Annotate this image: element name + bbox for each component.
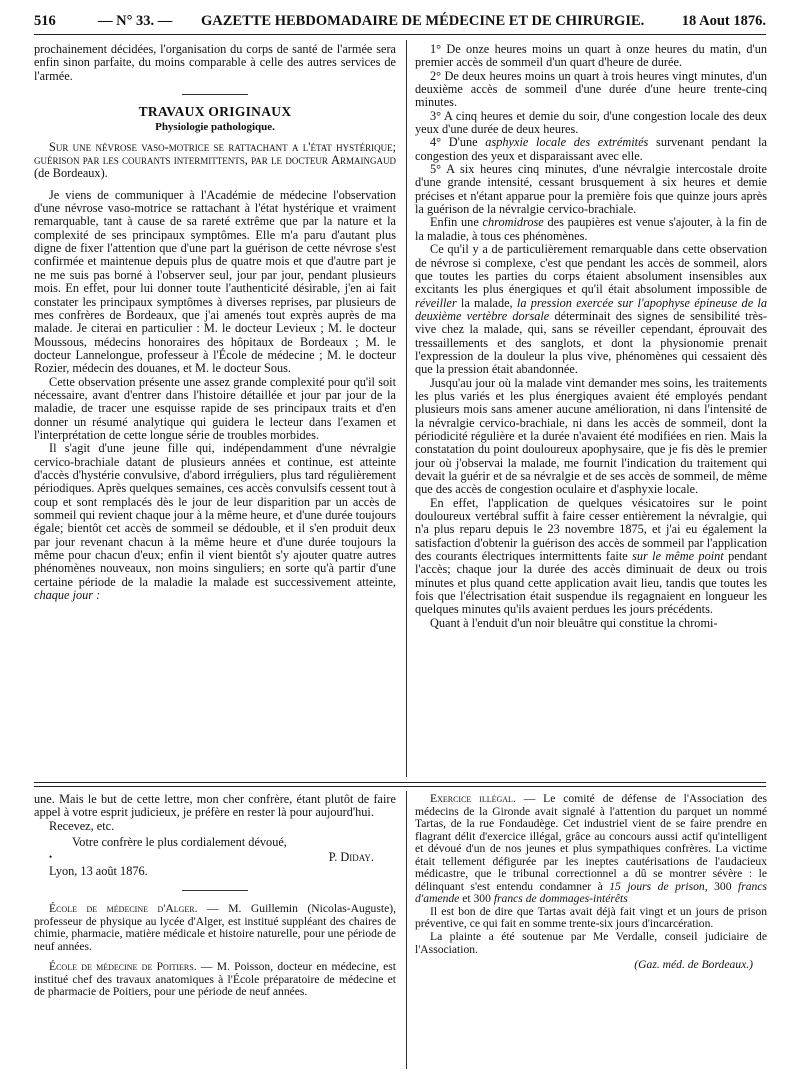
symptom-4: 4° D'une asphyxie locale des extrémités survenant pendant la congestion des yeux et disparaissant avec elle. xyxy=(415,135,767,163)
intro-paragraph: prochainement décidées, l'organisation du corps de santé de l'armée sera enfin sinon parfaite, du moins comparable à celle des autres services de l'armée. xyxy=(34,43,396,83)
note-poitiers: École de médecine de Poitiers. — M. Poisson, docteur en médecine, est institué chef des travaux anatomiques à l'École préparatoire de médecine et de pharmacie de Poitiers, pour une période de neuf années. xyxy=(34,960,396,999)
bullet-mark: • xyxy=(49,852,53,863)
symptom-1: 1° De onze heures moins un quart à onze heures du matin, d'un premier accès de sommeil d'un quart d'heure de durée. xyxy=(415,43,767,70)
illegal-practice-paragraph: Exercice illégal. — Le comité de défense de l'Association des médecins de la Gironde avait signalé à l'attention du parquet un nommé Tartas, de la rue Fondaudège. Cet industriel vient de se faire prendre en flagrant délit d'exercice illégal, grâce au concours aussi actif qu'intelligent et dévoué d'un de nos jeunes et plus sympathiques confrères. La victime était tellement défigurée par les ineptes cautérisations de l'audacieux médicastre, que le tribunal correctionnel a dû se montrer sévère : le délinquant s'est entendu condamner à 15 jours de prison, 300 francs d'amende et 300 francs de dommages-intérêts xyxy=(415,793,767,906)
symptom-2: 2° De deux heures moins un quart à trois heures vingt minutes, d'un deuxième accès de sommeil d'une durée d'une heure trente-cinq minutes. xyxy=(415,68,767,110)
right-paragraph-4: Quant à l'enduit d'un noir bleuâtre qui constitue la chromi- xyxy=(430,615,718,630)
issue-number: — N° 33. — xyxy=(98,13,173,29)
right-paragraph-1: Ce qu'il y a de particulièrement remarquable dans cette observation de névrose si complexe, c'est que pendant les accès de sommeil, alors que toutes les parties du corps étaient absolument insensibles aux excitants les plus énergiques et qu'il était absolument impossible de réveiller la malade, la pression exercée sur l'apophyse épineuse de la deuxième vertèbre dorsale déterminait des signes de sensibilité très-vive chez la malade, qui, sans se réveiller cependant, éprouvait des tressaillements et des sanglots, et dont la physionomie prenait l'expression de la douleur la plus vive, phénomènes qui cessaient dès que la pression était abandonnée. xyxy=(415,242,767,377)
illegal-practice-paragraph-2: Il est bon de dire que Tartas avait déjà fait vingt et un jours de prison préventive, ce qui fait en somme trente-six jours d'incarcération. xyxy=(415,904,767,931)
journal-title: GAZETTE HEBDOMADAIRE DE MÉDECINE ET DE CHIRURGIE. xyxy=(201,13,645,29)
feuilleton-rule-1 xyxy=(34,782,766,783)
letter-signature-line xyxy=(34,851,396,864)
section-divider xyxy=(182,94,248,95)
feuilleton-rule-2 xyxy=(34,786,766,787)
letter-greeting: Recevez, etc. xyxy=(49,818,115,833)
issue-date: 18 Aout 1876. xyxy=(681,13,766,29)
letter-place-date: Lyon, 13 août 1876. xyxy=(49,863,148,878)
note-alger: École de médecine d'Alger. — M. Guillemin (Nicolas-Auguste), professeur de physique au lycée d'Alger, est institué suppléant des chaires de chimie, pharmacie, matière médicale et histoire naturelle, pour une période de neuf années. xyxy=(34,902,396,953)
illegal-practice-paragraph-3: La plainte a été soutenue par Me Verdalle, conseil judiciaire de l'Association. xyxy=(415,930,767,956)
article-paragraph-1: Je viens de communiquer à l'Académie de médecine l'observation d'une névrose vaso-motrice se rattachant à l'état hystérique et vraiment remarquable, tant à cause de sa rareté extrême que par la nature et la complexité de ses principaux symptômes. Elle m'a paru d'autant plus digne de fixer l'attention que d'une part la guérison de cette névrose s'est confirmée et maintenue depuis plus de quatre mois et que d'autre part je ne me suis pas borné à l'observer seul, jour par jour, pendant plusieurs mois. En effet, pour lui donner toute l'authenticité désirable, j'en ai fait constater les principaux symptômes à diverses reprises, par plusieurs de mes confrères de Bordeaux, que j'ai amenés tout exprès auprès de ma malade. Je citerai en particulier : M. le docteur Levieux ; M. le docteur Moussous, médecins honoraires des hôpitaux de Bordeaux ; M. le docteur Lannelongue, professeur à l'École de médecine ; M. le docteur Rozier, médecin des douanes, et M. le docteur Sous. xyxy=(34,187,396,376)
article-paragraph-3: Il s'agit d'une jeune fille qui, indépendamment d'une névralgie cervico-brachiale datant de plusieurs années et continue, est atteinte d'accès d'hystérie convulsive, d'abord irréguliers, plus tard régulièrement périodiques. Après quelques semaines, ces accès convulsifs cessent tout à coup et sont remplacés dès le jour de leur disparition par un accès de sommeil qui revient chaque jour à la même heure, et d'une durée toujours égale; bientôt cet accès de sommeil se dédouble, et il s'en produit deux par jour revenant chacun à la même heure et d'une durée toujours la même pour chacun d'eux; enfin il vient bientôt s'y ajouter quatre autres phénomènes nouveaux, non moins singuliers; en sorte qu'à partir d'une certaine période de la maladie la malade est successivement atteinte, chaque jour : xyxy=(34,441,396,603)
right-paragraph-3: En effet, l'application de quelques vésicatoires sur le point douloureux vertébral suffit à faire cesser entièrement la névralgie, qui n'a plus reparu depuis le 23 novembre 1875, et j'ai eu également la satisfaction d'obtenir la guérison des accès de sommeil par l'application des courants électriques intermittents faite sur le même point pendant l'accès; chaque jour la durée des accès diminuait de deux ou trois minutes et plus quand cette application avait lieu, tandis que toutes les fois que l'électrisation était suspendue ils regagnaient en longueur les quelques minutes qu'ils avaient perdues les jours précédents. xyxy=(415,495,767,617)
symptom-6: Enfin une chromidrose des paupières est venue s'ajouter, à la fin de la maladie, à tous ces phénomènes. xyxy=(415,215,767,243)
running-header xyxy=(34,9,766,35)
section-title: TRAVAUX ORIGINAUX xyxy=(138,104,292,120)
symptom-5: 5° A six heures cinq minutes, d'une névralgie intercostale droite d'une grande intensité, cessant brusquement à six heures et demie précises et n'étant apparue pour la première fois que quinze jours après la guérison de la névralgie cervico-brachiale. xyxy=(415,162,767,217)
article-title: Sur une névrose vaso-motrice se rattachant a l'état hystérique; guérison par les courants intermittents, par le docteur Armaingaud (de Bordeaux). xyxy=(34,139,396,181)
bottom-column-separator xyxy=(406,791,407,1069)
letter-signature: P. Diday. xyxy=(328,850,374,865)
bottom-right-column xyxy=(415,793,767,1065)
letter-continuation: une. Mais le but de cette lettre, mon cher confrère, étant plutôt de faire appel à votre esprit judicieux, je préfère en rester là pour aujourd'hui. xyxy=(34,793,396,820)
right-paragraph-2: Jusqu'au jour où la malade vint demander mes soins, les traitements les plus variés et les plus énergiques avaient été employés pendant plusieurs mois sans amener aucune amélioration, ni dans l'intensité de la névralgie cervico-brachiale, ni dans les accès de sommeil, dont la périodicité régulière et la durée n'avaient été modifiées en rien. Mais la constatation du point douloureux apophysaire, que je fis dès le premier jour où j'observai la malade, me fournit l'indication du traitement qui devait la guérir et de sa névralgie et de ses accès de sommeil, de même que des accès de congestion oculaire et d'asphyxie locale. xyxy=(415,375,767,497)
letter-closing: Votre confrère le plus cordialement dévoué, xyxy=(72,835,287,850)
column-separator xyxy=(406,40,407,777)
header-rule xyxy=(34,34,766,35)
right-column xyxy=(415,43,767,776)
left-column xyxy=(34,43,396,774)
bottom-left-column xyxy=(34,793,396,1065)
article-paragraph-2: Cette observation présente une assez grande complexité pour qu'il soit nécessaire, avant d'entrer dans l'histoire détaillée et jour par jour de la maladie, de tracer une esquisse rapide de ses principaux traits et d'en donner un résumé analytique qui guidera le lecteur dans l'examen et l'interprétation de cette longue série de troubles morbides. xyxy=(34,374,396,442)
page-number: 516 xyxy=(34,13,56,29)
symptom-3: 3° A cinq heures et demie du soir, d'une congestion locale des deux yeux d'une durée de deux heures. xyxy=(415,108,767,137)
section-subtitle: Physiologie pathologique. xyxy=(155,121,275,134)
source-citation: (Gaz. méd. de Bordeaux.) xyxy=(634,958,753,972)
article-author: Armaingaud xyxy=(331,153,396,168)
